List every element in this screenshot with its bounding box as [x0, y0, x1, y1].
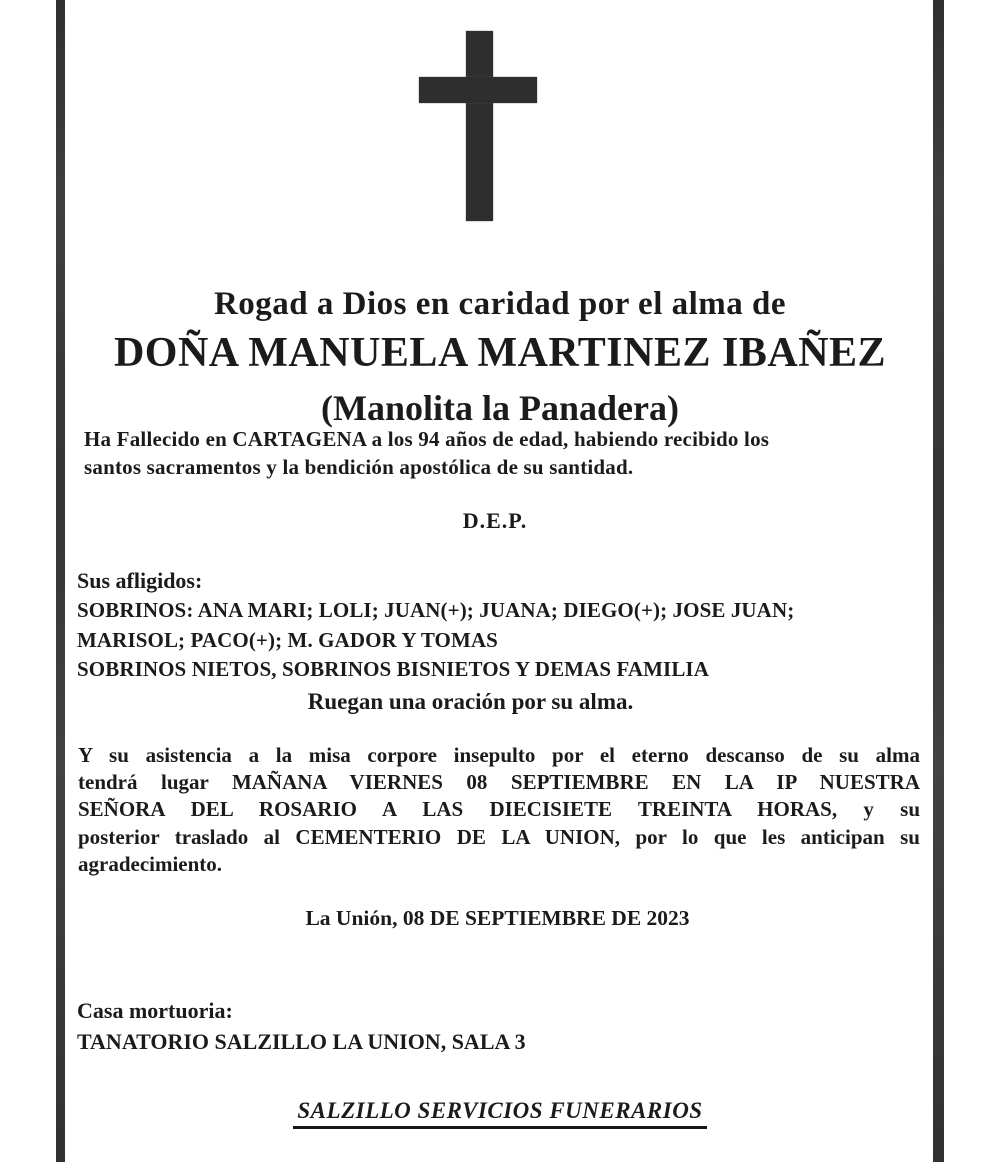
- funeral-line: posterior traslado al CEMENTERIO DE LA UNION, por lo que les anticipan su: [78, 824, 920, 849]
- funeral-line: Y su asistencia a la misa corpore insepulto por el eterno descanso de su alma: [78, 743, 920, 767]
- death-line: santos sacramentos y la bendición apostólica de su santidad.: [84, 454, 634, 479]
- mortuary-section: [77, 995, 922, 1057]
- place-date-line: La Unión, 08 DE SEPTIEMBRE DE 2023: [305, 906, 690, 930]
- funeral-home-name: SALZILLO SERVICIOS FUNERARIOS: [293, 1098, 706, 1129]
- mortuary-name: TANATORIO SALZILLO LA UNION, SALA 3: [77, 1029, 526, 1054]
- dep-abbreviation: D.E.P.: [462, 508, 528, 533]
- footer: [75, 1098, 925, 1129]
- mourners-line: SOBRINOS NIETOS, SOBRINOS BISNIETOS Y DEMAS FAMILIA: [77, 657, 709, 681]
- funeral-line: tendrá lugar MAÑANA VIERNES 08 SEPTIEMBRE EN LA IP NUESTRA: [78, 770, 920, 795]
- notice-header: [75, 282, 925, 432]
- funeral-line: SEÑORA DEL ROSARIO A LAS DIECISIETE TREINTA HORAS, y su: [78, 797, 920, 822]
- mourners-line: MARISOL; PACO(+); M. GADOR Y TOMAS: [77, 627, 498, 652]
- death-announcement: [84, 426, 924, 481]
- funeral-details: [78, 742, 920, 878]
- mourners-section: [77, 566, 922, 717]
- deceased-name: DOÑA MANUELA MARTINEZ IBAÑEZ: [113, 330, 887, 376]
- cross-horizontal-bar: [419, 77, 537, 103]
- death-line: Ha Fallecido en CARTAGENA a los 94 años de edad, habiendo recibido los: [84, 427, 770, 451]
- funeral-line: agradecimiento.: [78, 851, 223, 876]
- invocation-line: Rogad a Dios en caridad por el alma de: [213, 286, 787, 322]
- right-border-bar: [933, 0, 944, 1162]
- cross-vertical-bar: [466, 31, 493, 221]
- deceased-nickname: (Manolita la Panadera): [321, 388, 679, 428]
- mourners-heading: Sus afligidos:: [77, 568, 203, 593]
- mourners-line: SOBRINOS: ANA MARI; LOLI; JUAN(+); JUANA; DIEGO(+); JOSE JUAN;: [77, 598, 795, 622]
- mortuary-heading: Casa mortuoria:: [77, 998, 233, 1023]
- prayer-line: Ruegan una oración por su alma.: [307, 688, 634, 714]
- left-border-bar: [56, 0, 65, 1162]
